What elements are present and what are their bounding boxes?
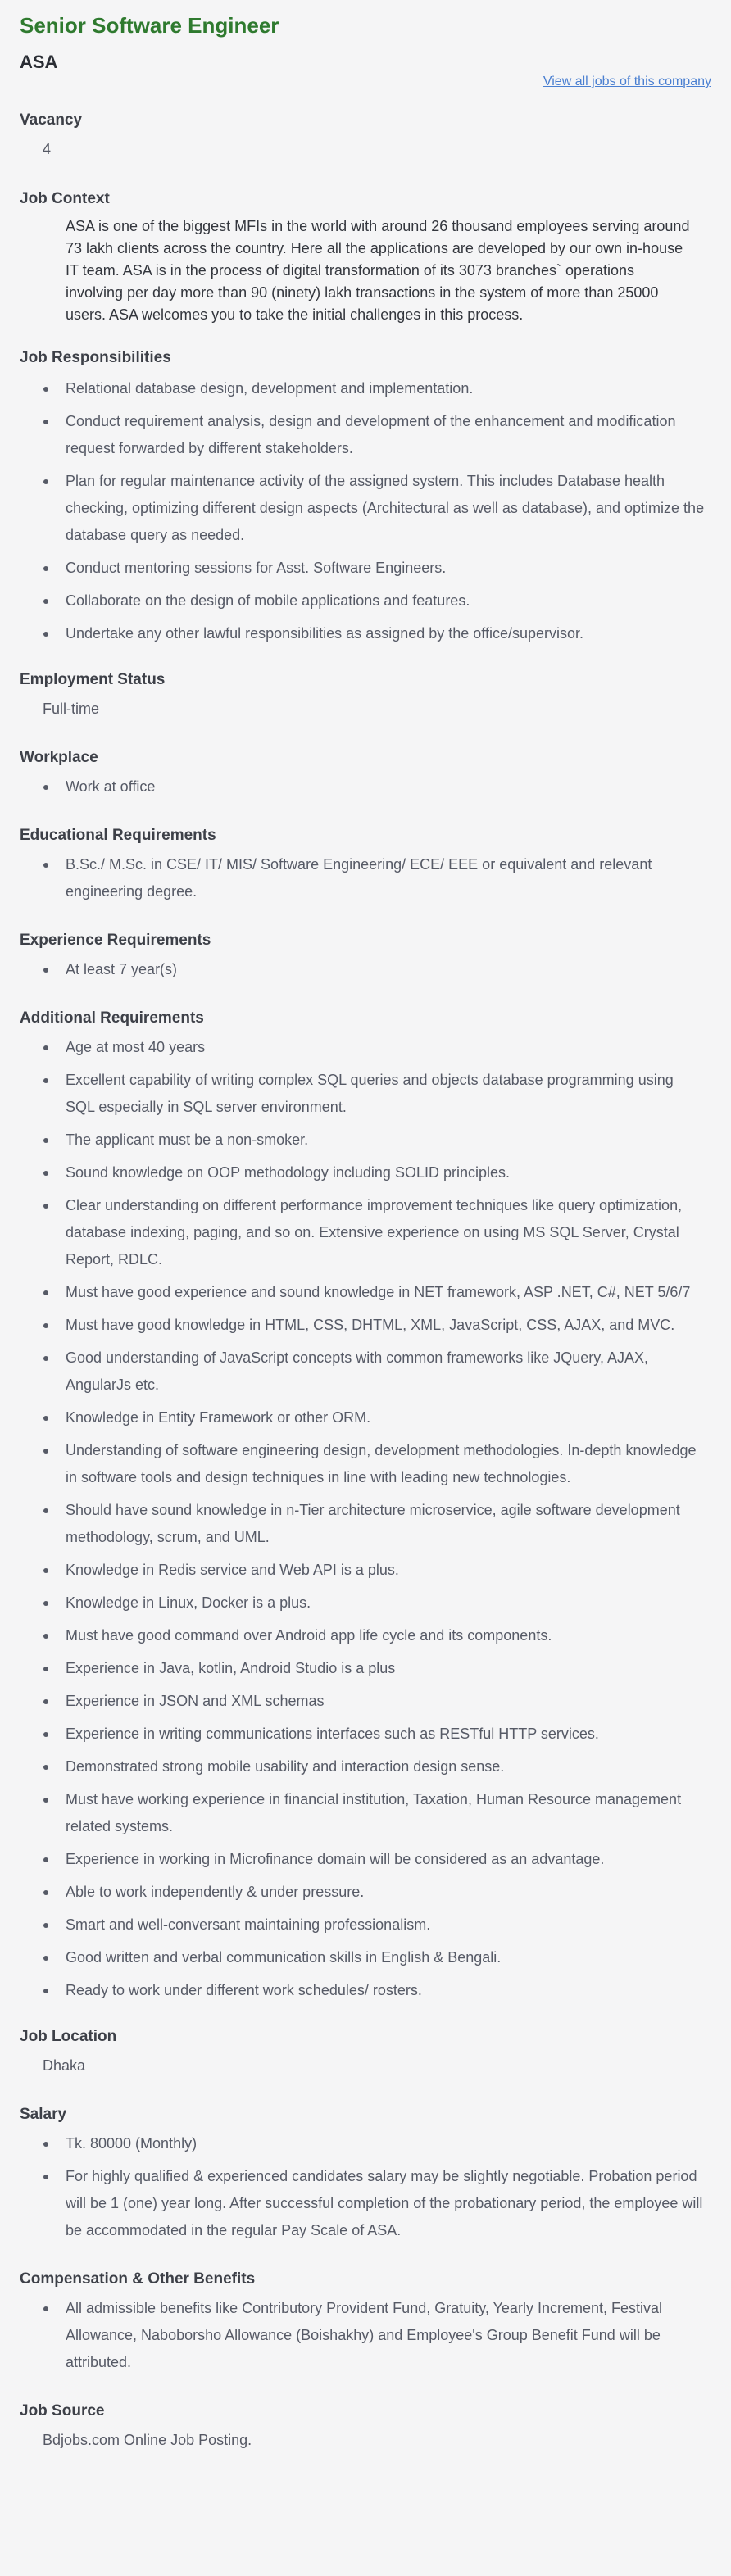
additional-requirements-heading: Additional Requirements [20,1009,204,1027]
list-item: Age at most 40 years [20,1034,711,1061]
list-item: Conduct mentoring sessions for Asst. Software Engineers. [20,555,711,582]
list-item: Conduct requirement analysis, design and development of the enhancement and modification request forwarded by different stakeholders. [20,408,711,462]
job-source-value: Bdjobs.com Online Job Posting. [43,2432,252,2448]
vacancy-value: 4 [43,141,52,157]
experience-requirements-list [20,956,711,983]
list-item: Work at office [20,773,711,800]
workplace-section [20,747,711,800]
job-context-text: ASA is one of the biggest MFIs in the world with around 26 thousand employees serving around 73 lakh clients across the country. Here all the applications are developed by our own in-house IT team. ASA is in the process of digital transformation of its 3073 branches` operations involving per day more than 90 (ninety) lakh transactions in the system of more than 25000 users. ASA welcomes you to take the initial challenges in this process. [66,218,690,323]
list-item: Experience in working in Microfinance domain will be considered as an advantage. [20,1846,711,1873]
list-item: Undertake any other lawful responsibilities as assigned by the office/supervisor. [20,620,711,647]
vacancy-heading: Vacancy [20,111,83,129]
list-item: Plan for regular maintenance activity of the assigned system. This includes Database health checking, optimizing different design aspects (Architectural as well as database), and optimize the database query as needed. [20,468,711,549]
list-item: Knowledge in Linux, Docker is a plus. [20,1590,711,1617]
list-item: For highly qualified & experienced candidates salary may be slightly negotiable. Probation period will be 1 (one) year long. After successful completion of the probationary period, the employee will be accommodated in the regular Pay Scale of ASA. [20,2163,711,2244]
experience-requirements-section [20,930,711,983]
job-responsibilities-section [20,347,711,647]
list-item: Knowledge in Entity Framework or other ORM. [20,1404,711,1431]
educational-requirements-heading: Educational Requirements [20,827,216,844]
job-location-section [20,2026,711,2079]
job-responsibilities-heading: Job Responsibilities [20,349,171,366]
educational-requirements-section [20,825,711,905]
view-all-jobs-link[interactable]: View all jobs of this company [543,75,711,88]
vacancy-section [20,110,711,163]
list-item: Must have good experience and sound knowledge in NET framework, ASP .NET, C#, NET 5/6/7 [20,1279,711,1306]
list-item: Tk. 80000 (Monthly) [20,2130,711,2157]
list-item: Knowledge in Redis service and Web API is a plus. [20,1557,711,1584]
list-item: At least 7 year(s) [20,956,711,983]
experience-requirements-heading: Experience Requirements [20,932,211,949]
list-item: Good understanding of JavaScript concepts with common frameworks like JQuery, AJAX, AngularJs etc. [20,1345,711,1399]
job-source-section [20,2401,711,2454]
compensation-section [20,2269,711,2376]
salary-list [20,2130,711,2244]
list-item: Experience in writing communications interfaces such as RESTful HTTP services. [20,1721,711,1748]
list-item: Must have working experience in financial institution, Taxation, Human Resource management related systems. [20,1786,711,1840]
list-item: All admissible benefits like Contributory Provident Fund, Gratuity, Yearly Increment, Festival Allowance, Naboborsho Allowance (Boishakhy) and Employee's Group Benefit Fund will be attributed. [20,2295,711,2376]
salary-heading: Salary [20,2106,67,2123]
company-name: ASA [20,52,58,72]
list-item: Able to work independently & under pressure. [20,1879,711,1906]
list-item: Experience in JSON and XML schemas [20,1688,711,1715]
compensation-list [20,2295,711,2376]
additional-requirements-list [20,1034,711,2004]
list-item: Ready to work under different work schedules/ rosters. [20,1977,711,2004]
educational-requirements-list [20,851,711,905]
list-item: Understanding of software engineering design, development methodologies. In-depth knowledge in software tools and design techniques in line with leading new technologies. [20,1437,711,1491]
employment-status-section [20,669,711,723]
job-location-heading: Job Location [20,2028,117,2045]
job-context-heading: Job Context [20,190,110,207]
job-source-heading: Job Source [20,2402,105,2420]
compensation-heading: Compensation & Other Benefits [20,2270,256,2288]
salary-section [20,2104,711,2244]
list-item: B.Sc./ M.Sc. in CSE/ IT/ MIS/ Software Engineering/ ECE/ EEE or equivalent and relevant engineering degree. [20,851,711,905]
list-item: Clear understanding on different performance improvement techniques like query optimization, database indexing, paging, and so on. Extensive experience on using MS SQL Server, Crystal Report, RDLC. [20,1192,711,1273]
list-item: Must have good knowledge in HTML, CSS, DHTML, XML, JavaScript, CSS, AJAX, and MVC. [20,1312,711,1339]
list-item: Smart and well-conversant maintaining professionalism. [20,1912,711,1939]
job-context-section [20,188,711,326]
list-item: Should have sound knowledge in n-Tier architecture microservice, agile software development methodology, scrum, and UML. [20,1497,711,1551]
list-item: Must have good command over Android app life cycle and its components. [20,1622,711,1649]
list-item: Relational database design, development and implementation. [20,375,711,402]
employment-status-value: Full-time [43,701,100,717]
list-item: The applicant must be a non-smoker. [20,1127,711,1154]
list-item: Excellent capability of writing complex SQL queries and objects database programming using SQL especially in SQL server environment. [20,1067,711,1121]
list-item: Experience in Java, kotlin, Android Studio is a plus [20,1655,711,1682]
workplace-heading: Workplace [20,749,98,766]
employment-status-heading: Employment Status [20,671,166,688]
list-item: Collaborate on the design of mobile applications and features. [20,587,711,615]
job-location-value: Dhaka [43,2057,86,2074]
job-responsibilities-list [20,375,711,647]
list-item: Sound knowledge on OOP methodology including SOLID principles. [20,1159,711,1186]
job-title: Senior Software Engineer [20,13,279,38]
additional-requirements-section [20,1008,711,2004]
list-item: Good written and verbal communication skills in English & Bengali. [20,1944,711,1971]
list-item: Demonstrated strong mobile usability and interaction design sense. [20,1753,711,1780]
workplace-list [20,773,711,800]
